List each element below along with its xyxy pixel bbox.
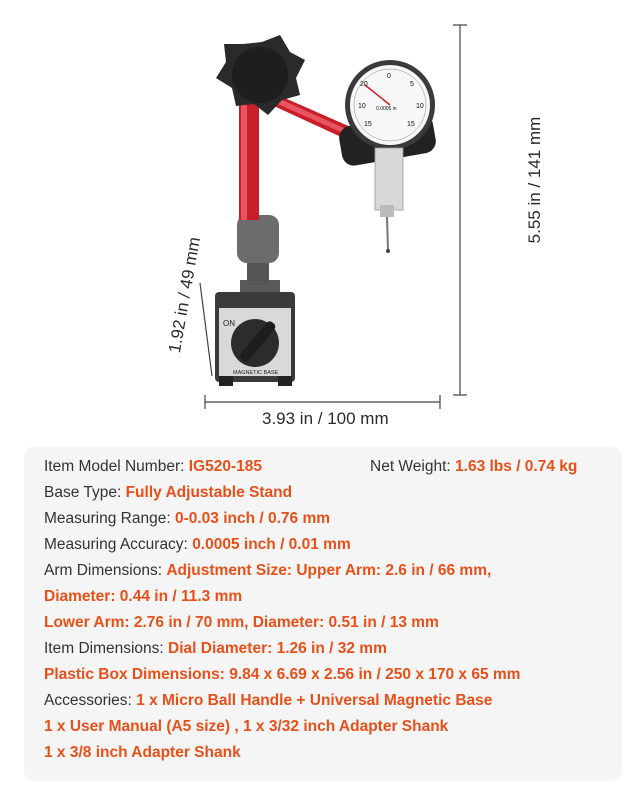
spec-base-type [44,483,292,503]
spec-value: Plastic Box Dimensions: 9.84 x 6.69 x 2.56 in / 250 x 170 x 65 mm [44,666,521,683]
width-dimension-label: 3.93 in / 100 mm [262,409,389,428]
spec-label: Measuring Accuracy: [44,536,193,553]
dial-number: 15 [364,121,372,128]
base-dimension-label: 1.92 in / 49 mm [164,235,205,355]
spec-value: 1 x Micro Ball Handle + Universal Magnetic Base [136,692,493,709]
spec-accessories-line-3 [44,743,241,763]
spec-value: Fully Adjustable Stand [125,484,293,501]
spec-value: Dial Diameter: 1.26 in / 32 mm [168,640,387,657]
spec-value: 1 x User Manual (A5 size) , 1 x 3/32 inch Adapter Shank [44,718,449,735]
dial-number: 0 [387,73,391,80]
spec-value: Diameter: 0.44 in / 11.3 mm [44,588,243,605]
dial-number: 10 [358,103,366,110]
spec-label: Arm Dimensions: [44,562,167,579]
spec-net-weight [370,457,577,477]
spec-item-dimensions [44,639,387,659]
spec-value: 1 x 3/8 inch Adapter Shank [44,744,241,761]
spec-model-number [44,457,262,477]
specifications-panel [24,447,622,781]
spec-measuring-range [44,509,330,529]
spec-measuring-accuracy [44,535,351,555]
spec-label: Net Weight: [370,458,456,475]
spec-label: Item Model Number: [44,458,189,475]
spec-value: IG520-185 [188,458,262,475]
spec-label: Measuring Range: [44,510,175,527]
spec-arm-dimensions [44,561,491,581]
spec-value: 0-0.03 inch / 0.76 mm [174,510,331,527]
spec-arm-diameter [44,587,242,607]
dial-text: 0.0005 in [376,106,397,112]
spec-accessories [44,691,492,711]
spec-accessories-line-2 [44,717,448,737]
spec-value: 0.0005 inch / 0.01 mm [192,536,351,553]
spec-value: Lower Arm: 2.76 in / 70 mm, Diameter: 0.51 in / 13 mm [44,614,439,631]
switch-on-text: ON [223,319,235,328]
spec-value: 1.63 lbs / 0.74 kg [455,458,578,475]
spec-lower-arm [44,613,439,633]
spec-value: Adjustment Size: Upper Arm: 2.6 in / 66 mm, [166,562,492,579]
spec-box-dimensions [44,665,520,685]
height-dimension-label: 5.55 in / 141 mm [525,116,544,244]
dial-number: 10 [416,103,424,110]
spec-label: Base Type: [44,484,126,501]
spec-label: Item Dimensions: [44,640,169,657]
spec-label: Accessories: [44,692,137,709]
lower-arm [237,95,279,285]
magnetic-base [215,280,295,386]
dial-number: 5 [410,81,414,88]
dial-number: 20 [360,81,368,88]
base-label-text: MAGNETIC BASE [233,370,279,376]
dial-number: 15 [407,121,415,128]
